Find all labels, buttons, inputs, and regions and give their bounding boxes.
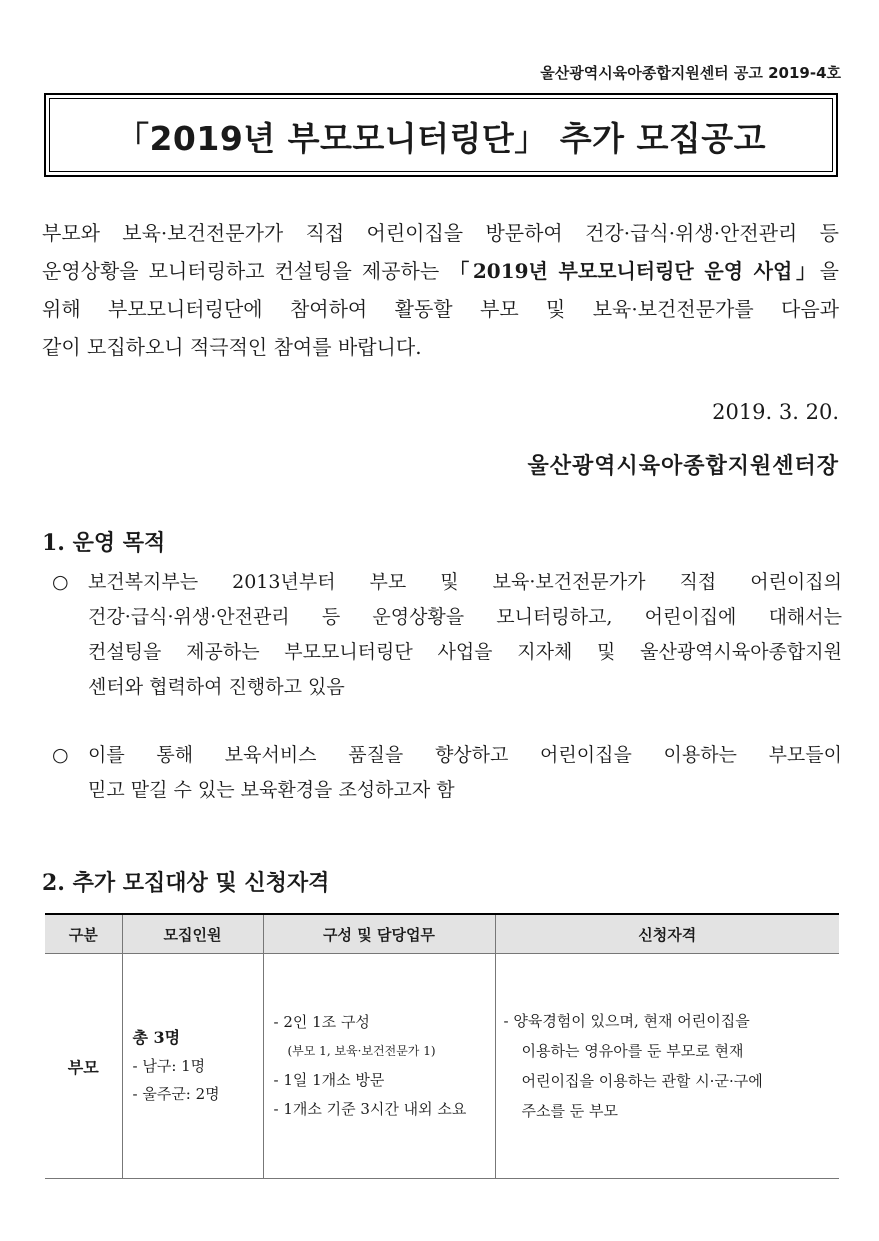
notice-number: 울산광역시육아종합지원센터 공고 2019-4호 xyxy=(540,64,841,82)
intro-line-2-pre: 운영상황을 모니터링하고 컨설팅을 제공하는 xyxy=(42,259,450,283)
bullet-1-line: 건강·급식·위생·안전관리 등 운영상황을 모니터링하고, 어린이집에 대해서는 xyxy=(88,606,842,628)
role-line: - 1개소 기준 3시간 내외 소요 xyxy=(273,1100,467,1118)
cell-role xyxy=(263,954,495,1179)
cell-qualification xyxy=(495,954,839,1179)
qualification-line: - 양육경험이 있으며, 현재 어린이집을 xyxy=(503,1012,750,1030)
cell-count xyxy=(122,954,263,1179)
recruitment-table xyxy=(45,913,839,1179)
intro-line-3: 위해 부모모니터링단에 참여하여 활동할 부모 및 보육·보건전문가를 다음과 xyxy=(42,297,839,321)
cell-category: 부모 xyxy=(45,954,122,1179)
intro-line-2-post: 을 xyxy=(819,259,839,283)
intro-line-4: 같이 모집하오니 적극적인 참여를 바랍니다. xyxy=(42,335,422,359)
role-line: - 1일 1개소 방문 xyxy=(273,1071,385,1089)
bullet-2-line: 이를 통해 보육서비스 품질을 향상하고 어린이집을 이용하는 부모들이 xyxy=(88,744,842,766)
count-line: - 남구: 1명 xyxy=(132,1057,206,1075)
table-row xyxy=(45,954,839,1179)
title-box xyxy=(44,93,838,177)
count-line: - 울주군: 2명 xyxy=(132,1085,220,1103)
intro-line-2 xyxy=(42,252,839,290)
project-name: 「2019년 부모모니터링단 운영 사업」 xyxy=(449,259,820,283)
bullet-2-line: 믿고 맡길 수 있는 보육환경을 조성하고자 함 xyxy=(88,779,455,801)
count-total: 총 3명 xyxy=(132,1028,181,1047)
header-count: 모집인원 xyxy=(122,914,263,954)
notice-date: 2019. 3. 20. xyxy=(712,400,839,424)
intro-line-1: 부모와 보육·보건전문가가 직접 어린이집을 방문하여 건강·급식·위생·안전관리 등 xyxy=(42,221,839,245)
bullet-circle-icon: ○ xyxy=(52,744,69,766)
bullet-1-line: 컨설팅을 제공하는 부모모니터링단 사업을 지자체 및 울산광역시육아종합지원 xyxy=(88,641,842,663)
role-line: (부모 1, 보육·보건전문가 1) xyxy=(287,1044,436,1058)
purpose-bullet-2 xyxy=(52,738,842,808)
bullet-circle-icon: ○ xyxy=(52,571,69,593)
signer: 울산광역시육아종합지원센터장 xyxy=(527,453,839,479)
intro-paragraph xyxy=(42,214,839,366)
purpose-bullet-1 xyxy=(52,565,842,705)
bullet-1-line: 센터와 협력하여 진행하고 있음 xyxy=(88,676,345,698)
header-category: 구분 xyxy=(45,914,122,954)
header-qualification: 신청자격 xyxy=(495,914,839,954)
table-header-row xyxy=(45,914,839,954)
section-2-heading: 2. 추가 모집대상 및 신청자격 xyxy=(42,870,330,896)
qualification-line: 이용하는 영유아를 둔 부모로 현재 xyxy=(521,1042,744,1060)
section-1-heading: 1. 운영 목적 xyxy=(42,530,166,556)
role-line: - 2인 1조 구성 xyxy=(273,1013,370,1031)
qualification-line: 주소를 둔 부모 xyxy=(521,1102,618,1120)
qualification-line: 어린이집을 이용하는 관할 시·군·구에 xyxy=(521,1072,763,1090)
bullet-1-line: 보건복지부는 2013년부터 부모 및 보육·보건전문가가 직접 어린이집의 xyxy=(88,571,842,593)
header-role: 구성 및 담당업무 xyxy=(263,914,495,954)
page-title: 「2019년 부모모니터링단」 추가 모집공고 xyxy=(115,119,767,158)
